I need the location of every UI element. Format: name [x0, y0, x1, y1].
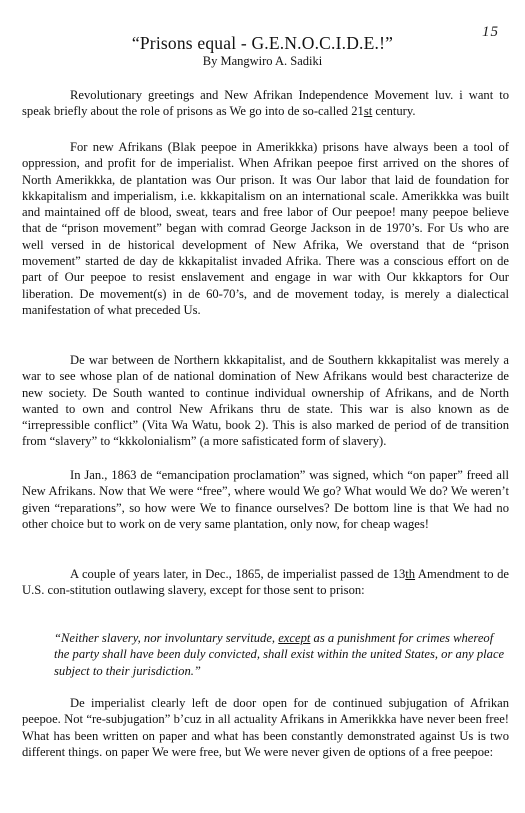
ordinal-suffix: th — [405, 567, 416, 581]
article-byline: By Mangwiro A. Sadiki — [202, 54, 323, 68]
ordinal-suffix: st — [363, 104, 373, 119]
paragraph-amendment-text: A couple of years later, in Dec., 1865, de imperialist passed de 13 — [70, 567, 406, 581]
paragraph-greeting-text: Revolutionary greetings and New Afrikan Independence Movement luv. i want to speak briefly about the role of prisons as We go into de so-called 21 — [22, 88, 509, 119]
quote-text-end: as a punishment for crimes whereof the party shall have been duly convicted, shall exist within the united States, or any place subject to their jurisdiction.” — [54, 631, 505, 678]
paragraph-amendment-end: Amendment to de U.S. con-stitution outlawing slavery, except for those sent to prison: — [22, 567, 509, 598]
paragraph-civil-war: De war between de Northern kkkapitalist, and de Southern kkkapitalist was merely a war to see whose plan of de national domination of New Afrikans would best characterize de new society. De South wanted to continue individual ownership of Afrikans, and de North wanted to own and control New Afrikans thru de state. This war is also known as de “irrepressible conflict” (Vita Wa Watu, book 2). This is also marked de period of de transition from “slavery” to “kkkolonialism” (a more safisticated form of slavery). — [22, 353, 509, 449]
article-title: “Prisons equal - G.E.N.O.C.I.D.E.!” — [131, 33, 394, 53]
paragraph-greeting-end: century. — [372, 104, 416, 119]
page-number: 15 — [482, 24, 499, 40]
quote-text: “Neither slavery, nor involuntary servitude, — [54, 631, 279, 645]
paragraph-history: For new Afrikans (Blak peepoe in Amerikkka) prisons have always been a tool of oppression, and profit for de imperialist. When Afrikan peepoe first arrived on the shores of North Amerikkka, de plantation was Our prison. It was Our labor that laid de foundation for kkkapitalism and imperialism, i.e. kkkapitalism on an international scale. Amerikkka was built and maintained off de blood, sweat, tears and free labor of Our peepoe! many peepoe believe that de “prison movement” began with comrad George Jackson in de 1970’s. For Us who are well versed in de historical development of New Afrika, We overstand that de “prison movement” started de day de kkkapitalist invaded Afrika. There was a conscious effort on de part of Our peepoe to resist enslavement and engage in war with Our kkkaptors for Our liberation. De movement(s) in de 60-70’s, and de movement today, is merely a dialectical manifestation of what preceded Us. — [22, 140, 509, 317]
paragraph-amendment — [22, 566, 509, 599]
paragraph-emancipation: In Jan., 1863 de “emancipation proclamation” was signed, which “on paper” freed all New Afrikans. Now that We were “free”, where would We go? What would We do? We weren’t given “reparations”, so how were We to finance ourselves? De bottom line is that We had no other choice but to work on de very same plantation, only now, for cheap wages! — [22, 468, 509, 531]
amendment-quote — [54, 630, 509, 679]
paragraph-greeting — [22, 87, 509, 120]
paragraph-subjugation: De imperialist clearly left de door open for de continued subjugation of Afrikan peepoe. Not “re-subjugation” b’cuz in all actuality Afrikans in Amerikkka have never been free! What has been written on paper and what has been constantly demonstrated against Us is two different things. on paper We were free, but We were never given de options of a free peepoe: — [22, 696, 509, 759]
quote-emphasis: except — [278, 631, 311, 645]
